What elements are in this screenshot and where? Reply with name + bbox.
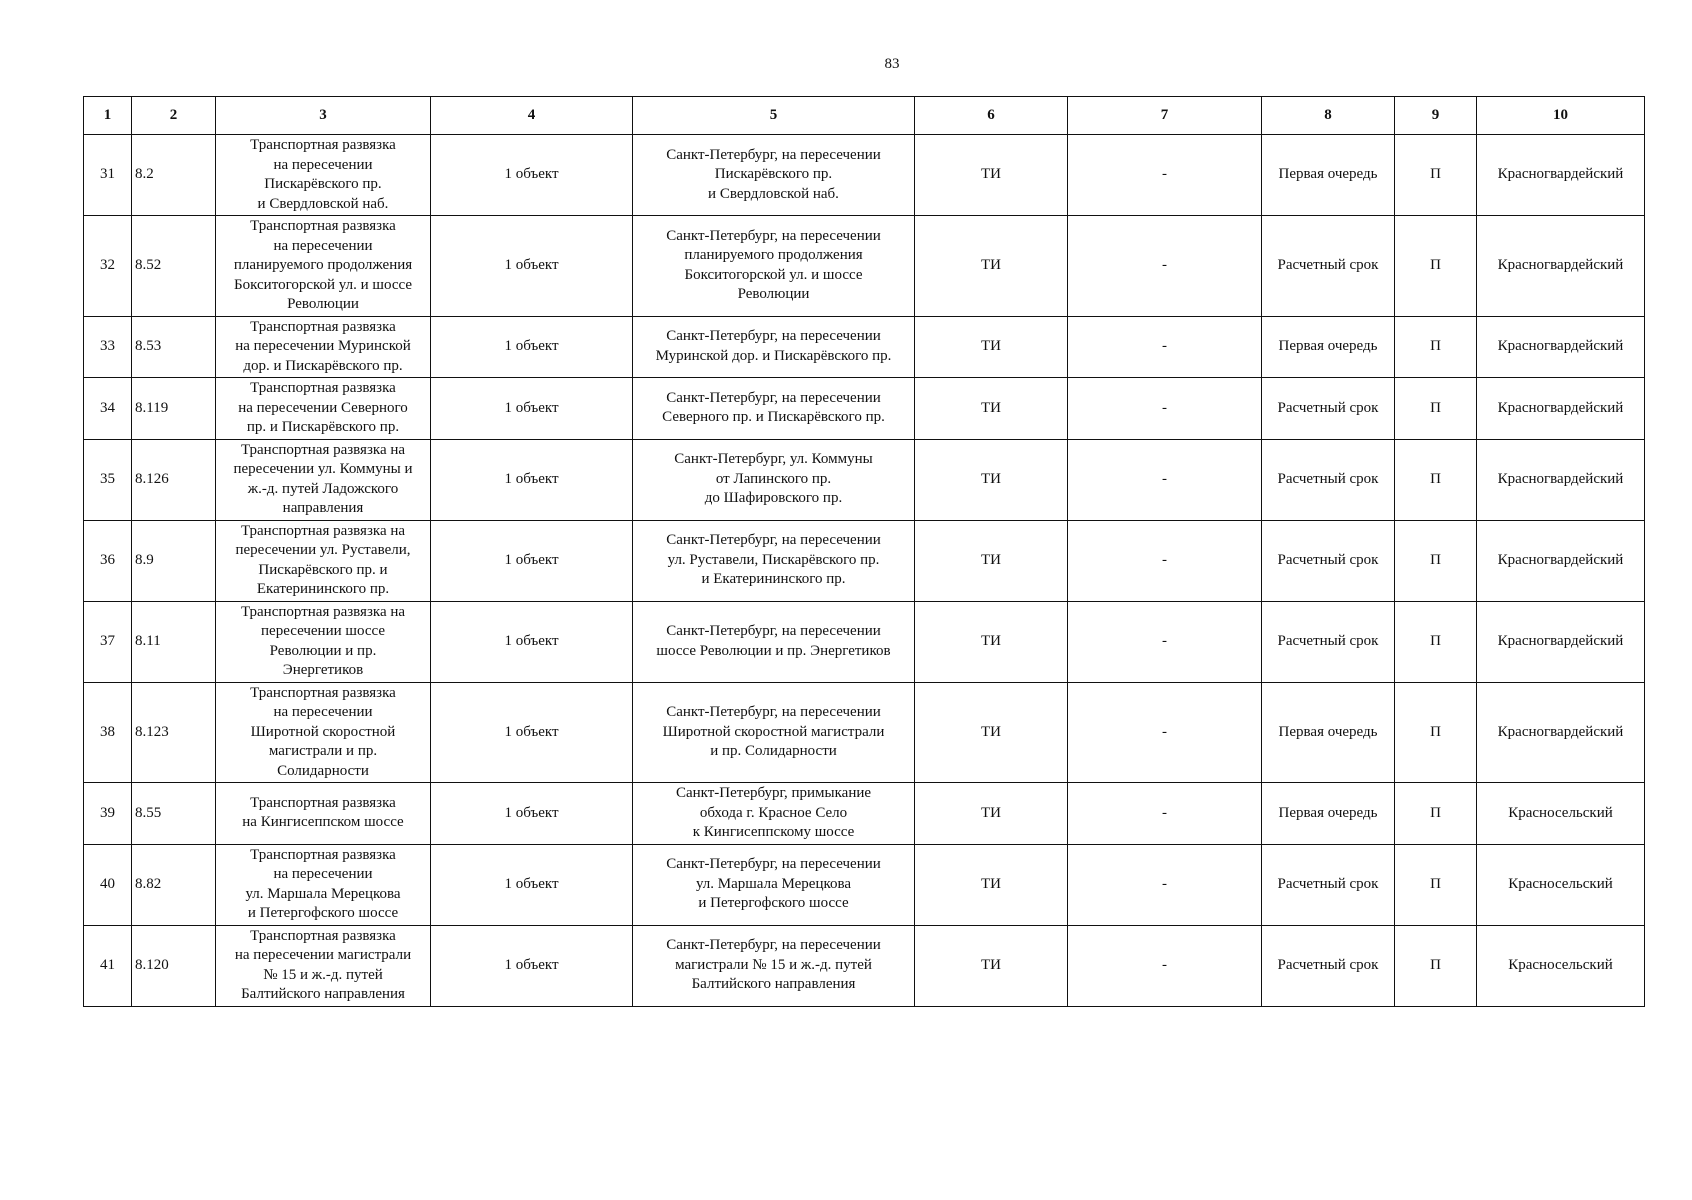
cell-type: ТИ	[915, 216, 1068, 317]
cell-status: П	[1395, 682, 1477, 783]
cell-row-number: 32	[84, 216, 132, 317]
cell-district: Красногвардейский	[1477, 439, 1645, 520]
table-header	[84, 97, 1645, 135]
cell-stage: Расчетный срок	[1262, 844, 1395, 925]
cell-location: Санкт-Петербург, примыкание обхода г. Красное Село к Кингисеппскому шоссе	[633, 783, 915, 845]
cell-dash: -	[1068, 601, 1262, 682]
cell-location: Санкт-Петербург, на пересечении магистрали № 15 и ж.-д. путей Балтийского направления	[633, 925, 915, 1006]
cell-district: Красногвардейский	[1477, 682, 1645, 783]
table-row	[84, 783, 1645, 845]
cell-district: Красногвардейский	[1477, 520, 1645, 601]
cell-type: ТИ	[915, 378, 1068, 440]
cell-object-name: Транспортная развязка на пересечении Широтной скоростной магистрали и пр. Солидарности	[216, 682, 431, 783]
cell-status: П	[1395, 520, 1477, 601]
cell-row-number: 39	[84, 783, 132, 845]
column-header-1: 1	[84, 97, 132, 135]
column-header-5: 5	[633, 97, 915, 135]
cell-code: 8.2	[132, 135, 216, 216]
cell-quantity: 1 объект	[431, 378, 633, 440]
objects-table	[83, 96, 1645, 1007]
cell-dash: -	[1068, 378, 1262, 440]
cell-status: П	[1395, 601, 1477, 682]
cell-object-name: Транспортная развязка на пересечении ул. Руставели, Пискарёвского пр. и Екатерининского пр.	[216, 520, 431, 601]
cell-stage: Первая очередь	[1262, 135, 1395, 216]
cell-location: Санкт-Петербург, на пересечении Пискарёвского пр. и Свердловской наб.	[633, 135, 915, 216]
cell-location: Санкт-Петербург, на пересечении Муринской дор. и Пискарёвского пр.	[633, 316, 915, 378]
cell-type: ТИ	[915, 925, 1068, 1006]
cell-dash: -	[1068, 316, 1262, 378]
cell-quantity: 1 объект	[431, 601, 633, 682]
table-row	[84, 925, 1645, 1006]
column-header-6: 6	[915, 97, 1068, 135]
cell-type: ТИ	[915, 439, 1068, 520]
cell-district: Красносельский	[1477, 844, 1645, 925]
cell-type: ТИ	[915, 682, 1068, 783]
column-header-2: 2	[132, 97, 216, 135]
cell-row-number: 37	[84, 601, 132, 682]
cell-quantity: 1 объект	[431, 316, 633, 378]
column-header-9: 9	[1395, 97, 1477, 135]
cell-quantity: 1 объект	[431, 844, 633, 925]
cell-quantity: 1 объект	[431, 216, 633, 317]
cell-location: Санкт-Петербург, на пересечении Широтной скоростной магистрали и пр. Солидарности	[633, 682, 915, 783]
cell-object-name: Транспортная развязка на Кингисеппском шоссе	[216, 783, 431, 845]
cell-stage: Первая очередь	[1262, 682, 1395, 783]
cell-quantity: 1 объект	[431, 682, 633, 783]
cell-type: ТИ	[915, 316, 1068, 378]
cell-stage: Расчетный срок	[1262, 925, 1395, 1006]
cell-object-name: Транспортная развязка на пересечении Северного пр. и Пискарёвского пр.	[216, 378, 431, 440]
cell-dash: -	[1068, 439, 1262, 520]
column-header-3: 3	[216, 97, 431, 135]
cell-code: 8.11	[132, 601, 216, 682]
cell-type: ТИ	[915, 135, 1068, 216]
cell-district: Красногвардейский	[1477, 216, 1645, 317]
cell-location: Санкт-Петербург, на пересечении ул. Маршала Мерецкова и Петергофского шоссе	[633, 844, 915, 925]
table-row	[84, 682, 1645, 783]
table-row	[84, 844, 1645, 925]
cell-code: 8.119	[132, 378, 216, 440]
cell-location: Санкт-Петербург, на пересечении Северного пр. и Пискарёвского пр.	[633, 378, 915, 440]
cell-district: Красносельский	[1477, 925, 1645, 1006]
cell-stage: Первая очередь	[1262, 316, 1395, 378]
column-header-8: 8	[1262, 97, 1395, 135]
cell-row-number: 40	[84, 844, 132, 925]
cell-code: 8.52	[132, 216, 216, 317]
cell-status: П	[1395, 135, 1477, 216]
cell-type: ТИ	[915, 783, 1068, 845]
cell-object-name: Транспортная развязка на пересечении планируемого продолжения Бокситогорской ул. и шоссе Революции	[216, 216, 431, 317]
cell-status: П	[1395, 844, 1477, 925]
column-header-10: 10	[1477, 97, 1645, 135]
cell-dash: -	[1068, 844, 1262, 925]
cell-object-name: Транспортная развязка на пересечении ул. Маршала Мерецкова и Петергофского шоссе	[216, 844, 431, 925]
cell-dash: -	[1068, 520, 1262, 601]
cell-dash: -	[1068, 925, 1262, 1006]
cell-status: П	[1395, 783, 1477, 845]
cell-location: Санкт-Петербург, на пересечении шоссе Революции и пр. Энергетиков	[633, 601, 915, 682]
table-row	[84, 216, 1645, 317]
column-header-4: 4	[431, 97, 633, 135]
cell-row-number: 36	[84, 520, 132, 601]
cell-object-name: Транспортная развязка на пересечении Муринской дор. и Пискарёвского пр.	[216, 316, 431, 378]
cell-location: Санкт-Петербург, ул. Коммуны от Лапинского пр. до Шафировского пр.	[633, 439, 915, 520]
cell-district: Красногвардейский	[1477, 316, 1645, 378]
table-body	[84, 135, 1645, 1007]
cell-status: П	[1395, 378, 1477, 440]
cell-quantity: 1 объект	[431, 925, 633, 1006]
cell-quantity: 1 объект	[431, 135, 633, 216]
cell-type: ТИ	[915, 601, 1068, 682]
cell-dash: -	[1068, 216, 1262, 317]
cell-quantity: 1 объект	[431, 783, 633, 845]
cell-code: 8.9	[132, 520, 216, 601]
cell-stage: Расчетный срок	[1262, 378, 1395, 440]
cell-code: 8.82	[132, 844, 216, 925]
cell-type: ТИ	[915, 520, 1068, 601]
cell-district: Красногвардейский	[1477, 601, 1645, 682]
cell-row-number: 31	[84, 135, 132, 216]
table-row	[84, 520, 1645, 601]
cell-row-number: 41	[84, 925, 132, 1006]
cell-code: 8.55	[132, 783, 216, 845]
column-header-7: 7	[1068, 97, 1262, 135]
cell-code: 8.123	[132, 682, 216, 783]
cell-type: ТИ	[915, 844, 1068, 925]
cell-quantity: 1 объект	[431, 439, 633, 520]
cell-status: П	[1395, 316, 1477, 378]
cell-status: П	[1395, 439, 1477, 520]
cell-dash: -	[1068, 783, 1262, 845]
cell-code: 8.120	[132, 925, 216, 1006]
table-row	[84, 601, 1645, 682]
page-number: 83	[884, 56, 900, 72]
cell-object-name: Транспортная развязка на пересечении Пискарёвского пр. и Свердловской наб.	[216, 135, 431, 216]
cell-district: Красногвардейский	[1477, 135, 1645, 216]
cell-location: Санкт-Петербург, на пересечении ул. Руставели, Пискарёвского пр. и Екатерининского пр.	[633, 520, 915, 601]
cell-stage: Расчетный срок	[1262, 520, 1395, 601]
cell-row-number: 38	[84, 682, 132, 783]
cell-stage: Расчетный срок	[1262, 216, 1395, 317]
cell-dash: -	[1068, 682, 1262, 783]
cell-stage: Расчетный срок	[1262, 601, 1395, 682]
cell-dash: -	[1068, 135, 1262, 216]
cell-district: Красносельский	[1477, 783, 1645, 845]
cell-status: П	[1395, 216, 1477, 317]
table-row	[84, 316, 1645, 378]
cell-code: 8.53	[132, 316, 216, 378]
cell-object-name: Транспортная развязка на пересечении магистрали № 15 и ж.-д. путей Балтийского направления	[216, 925, 431, 1006]
cell-quantity: 1 объект	[431, 520, 633, 601]
cell-row-number: 33	[84, 316, 132, 378]
cell-object-name: Транспортная развязка на пересечении ул. Коммуны и ж.-д. путей Ладожского направления	[216, 439, 431, 520]
cell-code: 8.126	[132, 439, 216, 520]
cell-district: Красногвардейский	[1477, 378, 1645, 440]
cell-location: Санкт-Петербург, на пересечении планируемого продолжения Бокситогорской ул. и шоссе Революции	[633, 216, 915, 317]
cell-row-number: 34	[84, 378, 132, 440]
cell-object-name: Транспортная развязка на пересечении шоссе Революции и пр. Энергетиков	[216, 601, 431, 682]
cell-status: П	[1395, 925, 1477, 1006]
table-row	[84, 439, 1645, 520]
header-row	[84, 97, 1645, 135]
cell-stage: Первая очередь	[1262, 783, 1395, 845]
cell-stage: Расчетный срок	[1262, 439, 1395, 520]
table-row	[84, 378, 1645, 440]
cell-row-number: 35	[84, 439, 132, 520]
table-row	[84, 135, 1645, 216]
